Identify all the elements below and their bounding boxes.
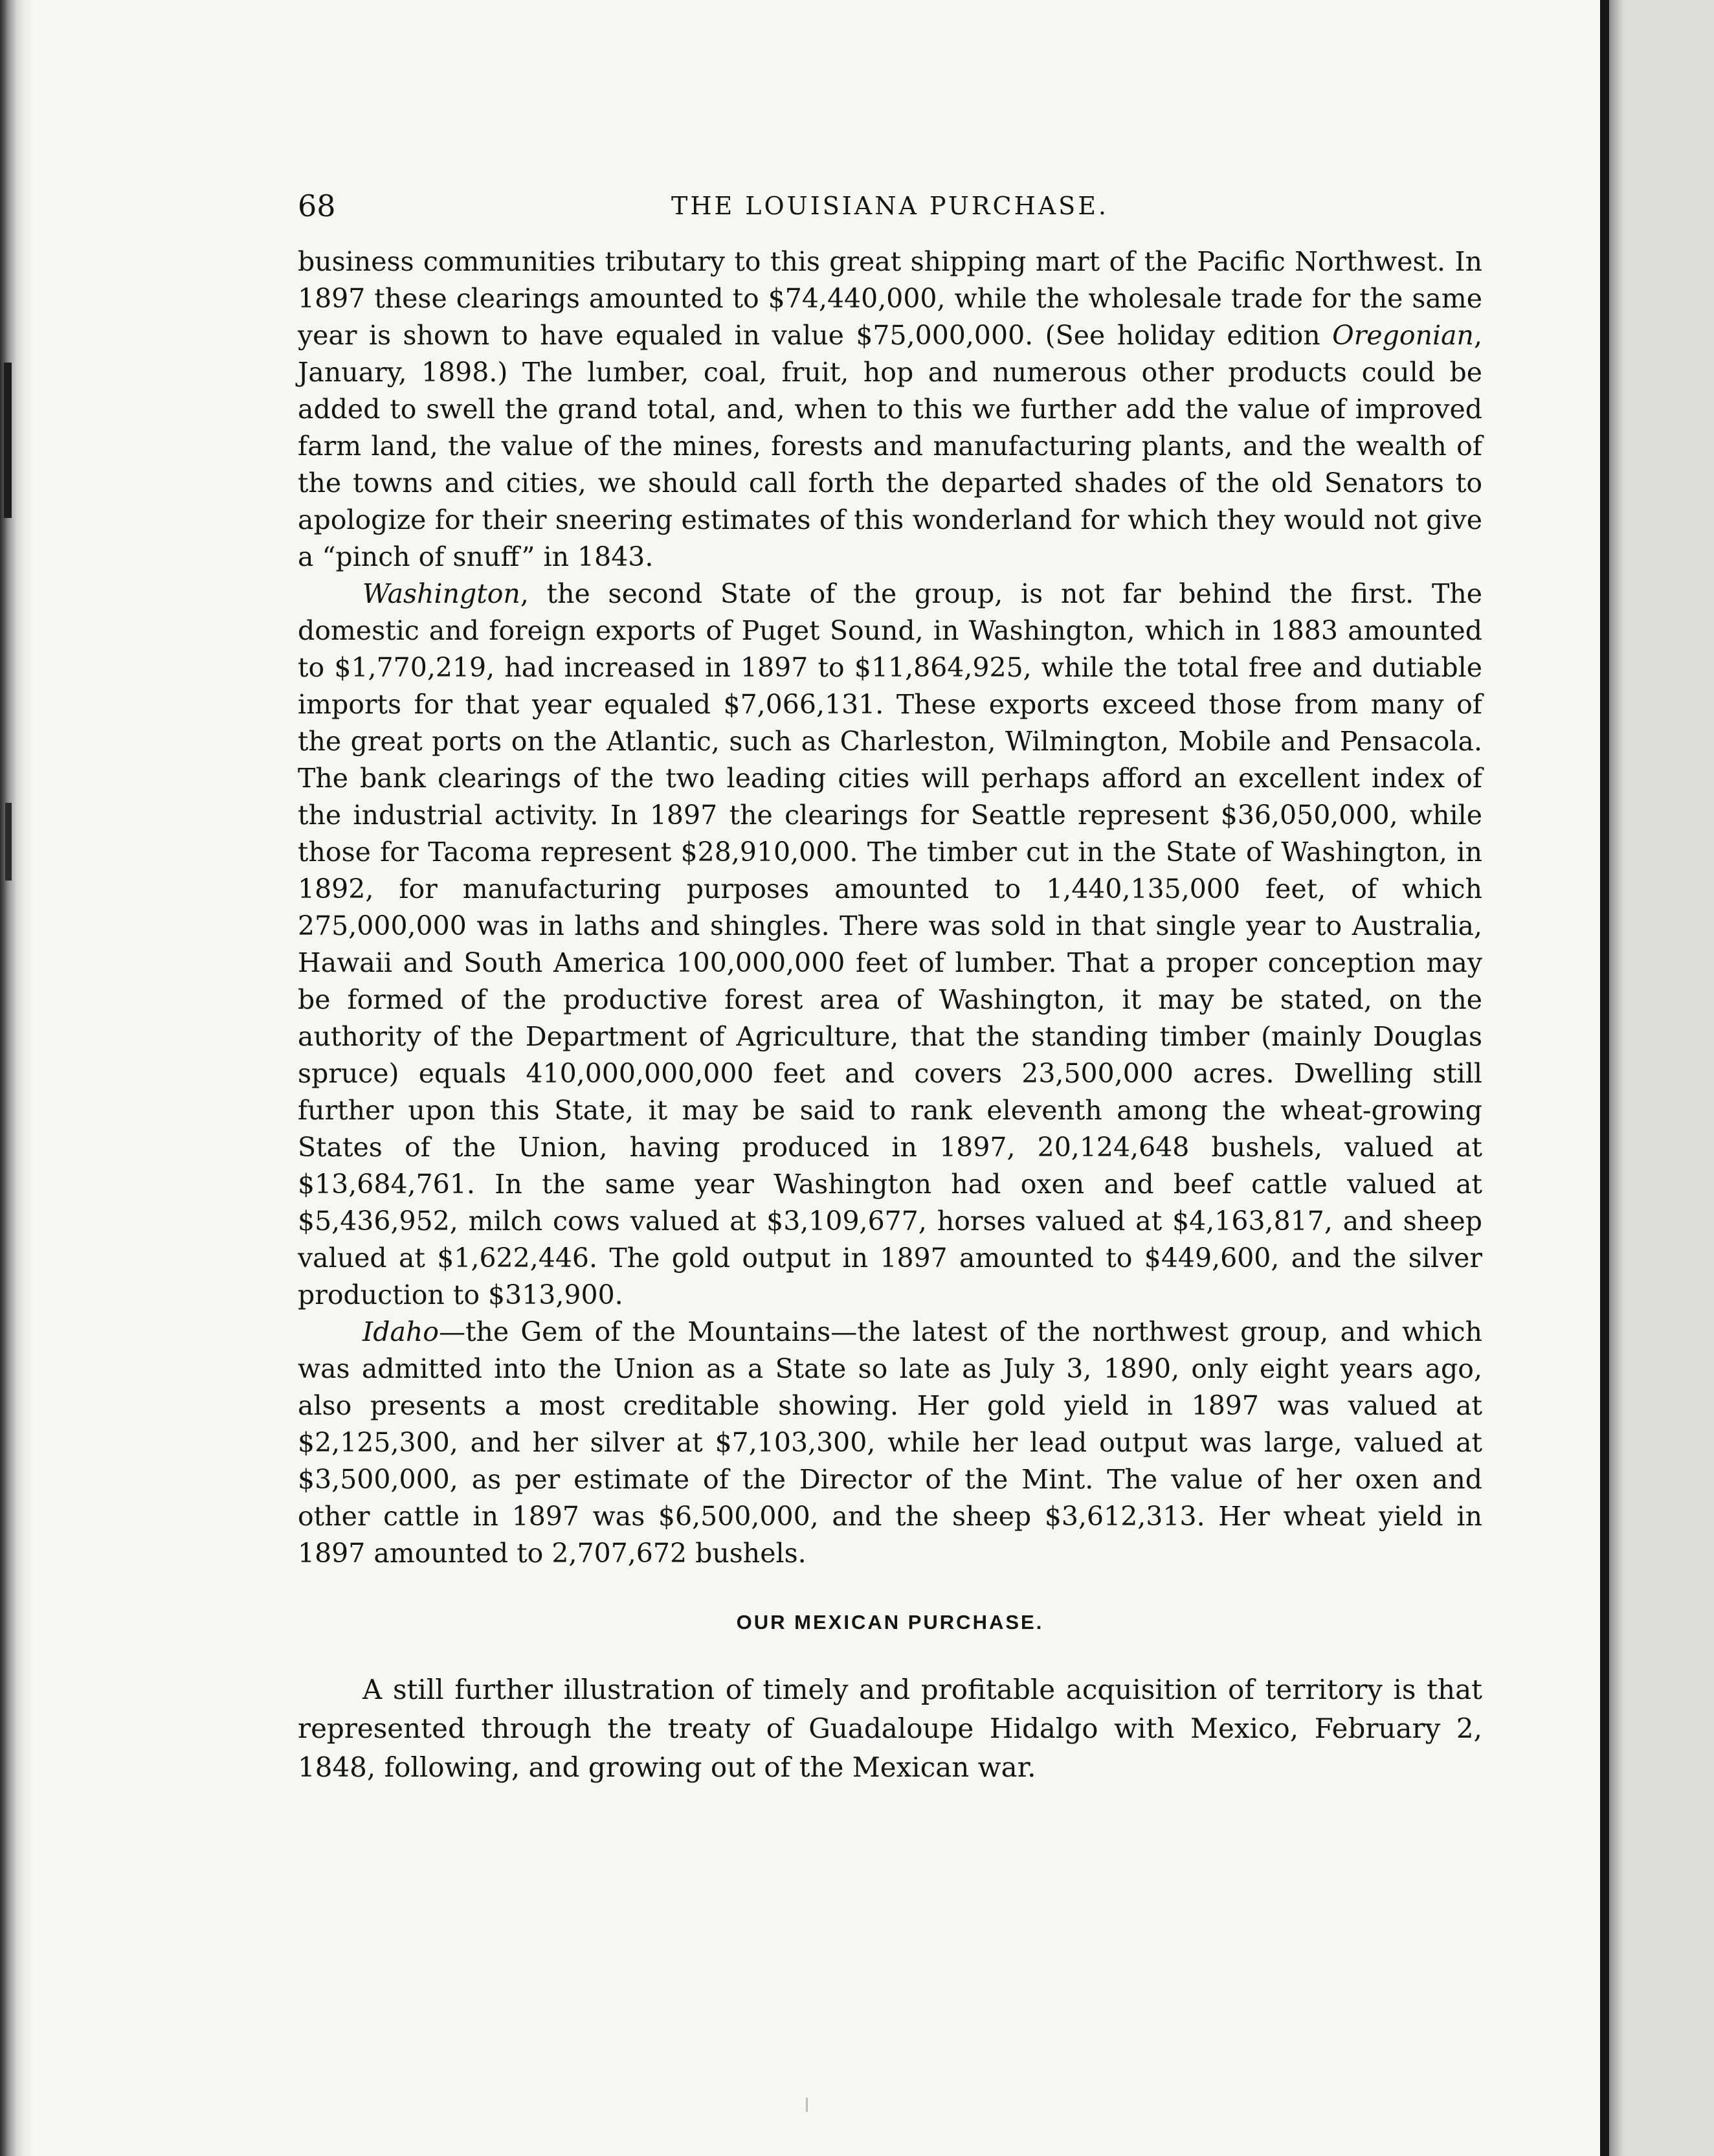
running-head <box>298 186 1482 225</box>
scan-binding-mark <box>4 363 12 518</box>
paragraph-text: , the second State of the group, is not far behind the first. The domestic and foreign exports of Puget Sound, in Washington, which in 1883 amounted to $1,770,219, had increased in 1897 to $11,864,925, while the total free and dutiable imports for that year equaled $7,066,131. These exports exceed those from many of the great ports on the Atlantic, such as Charleston, Wilmington, Mobile and Pensacola. The bank clearings of the two leading cities will perhaps afford an excellent index of the industrial activity. In 1897 the clearings for Seattle represent $36,050,000, while those for Tacoma represent $28,910,000. The timber cut in the State of Washington, in 1892, for manufacturing purposes amounted to 1,440,135,000 feet, of which 275,000,000 was in laths and shingles. There was sold in that single year to Australia, Hawaii and South America 100,000,000 feet of lumber. That a proper conception may be formed of the productive forest area of Washington, it may be stated, on the authority of the Department of Agriculture, that the standing timber (mainly Douglas spruce) equals 410,000,000,000 feet and covers 23,500,000 acres. Dwelling still further upon this State, it may be said to rank eleventh among the wheat-growing States of the Union, having produced in 1897, 20,124,648 bushels, valued at $13,684,761. In the same year Washington had oxen and beef cattle valued at $5,436,952, milch cows valued at $3,109,677, horses valued at $4,163,817, and sheep valued at $1,622,446. The gold output in 1897 amounted to $449,600, and the silver production to $313,900. <box>298 578 1482 1310</box>
scan-artifact-tick <box>806 2098 808 2112</box>
running-title: THE LOUISIANA PURCHASE. <box>671 192 1109 220</box>
scan-right-margin <box>1609 0 1714 2156</box>
scan-left-edge <box>0 0 34 2156</box>
paragraph-text: business communities tributary to this great shipping mart of the Pacific Northwest. In 1897 these clearings amounted to $74,440,000, while the wholesale trade for the same year is shown to have equaled in value $75,000,000. (See holiday edition <box>298 246 1482 351</box>
book-page <box>298 186 1482 1787</box>
state-name-idaho: Idaho <box>362 1316 439 1347</box>
paragraph-idaho <box>298 1314 1482 1572</box>
newspaper-title: Oregonian <box>1332 320 1474 351</box>
section-heading: OUR MEXICAN PURCHASE. <box>736 1611 1044 1634</box>
paragraph-mexican-purchase: A still further illustration of timely and profitable acquisition of territory is that represented through the treaty of Guadaloupe Hidalgo with Mexico, February 2, 1848, following, and growing out of the Mexican war. <box>298 1674 1482 1783</box>
paragraph-washington <box>298 576 1482 1314</box>
state-name-washington: Washington <box>362 578 520 609</box>
scan-right-shadow <box>1609 0 1623 2156</box>
paragraph-text: , January, 1898.) The lumber, coal, fruit, hop and numerous other products could be added to swell the grand total, and, when to this we further add the value of improved farm land, the value of the mines, forests and manufacturing plants, and the wealth of the towns and cities, we should call forth the departed shades of the old Senators to apologize for their sneering estimates of this wonderland for which they would not give a “pinch of snuff” in 1843. <box>298 320 1482 572</box>
page-number: 68 <box>298 188 336 223</box>
paragraph-oregon-continued <box>298 243 1482 576</box>
scan-binding-mark-lower <box>5 803 12 881</box>
scan-right-edge-bar <box>1600 0 1609 2156</box>
paragraph-text: —the Gem of the Mountains—the latest of the northwest group, and which was admitted into the Union as a State so late as July 3, 1890, only eight years ago, also presents a most creditable showing. Her gold yield in 1897 was valued at $2,125,300, and her silver at $7,103,300, while her lead output was large, valued at $3,500,000, as per estimate of the Director of the Mint. The value of her oxen and other cattle in 1897 was $6,500,000, and the sheep $3,612,313. Her wheat yield in 1897 amounted to 2,707,672 bushels. <box>298 1316 1482 1569</box>
